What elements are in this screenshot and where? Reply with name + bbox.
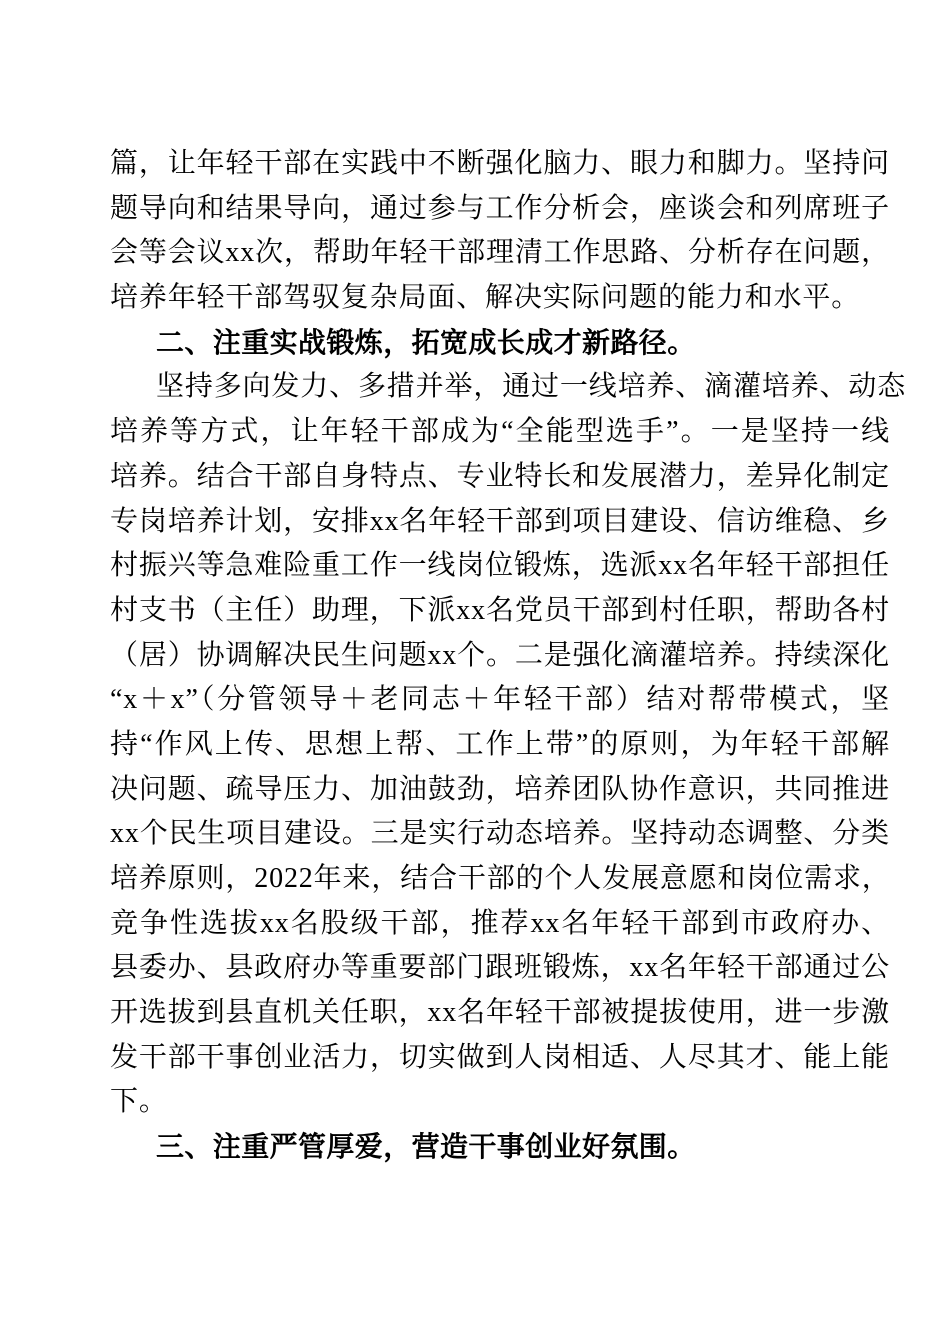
body-text-line: 持“作风上传、思想上帮、工作上带”的原则，为年轻干部解 (110, 728, 890, 760)
body-text-line: 培养等方式，让年轻干部成为“全能型选手”。一是坚持一线 (110, 416, 890, 448)
heading-line: 二、注重实战锻炼，拓宽成长成才新路径。 (156, 326, 696, 358)
body-text-line: （居）协调解决民生问题xx个。二是强化滴灌培养。持续深化 (110, 639, 890, 671)
body-text-line: 下。 (110, 1086, 168, 1118)
document-text-block (110, 142, 907, 1170)
body-text-line: 专岗培养计划，安排xx名年轻干部到项目建设、信访维稳、乡 (110, 505, 890, 537)
body-text-line: xx个民生项目建设。三是实行动态培养。坚持动态调整、分类 (110, 818, 890, 850)
body-text-line: 题导向和结果导向，通过参与工作分析会，座谈会和列席班子 (110, 192, 890, 224)
paragraph (110, 365, 907, 1125)
body-text-line: 培养。结合干部自身特点、专业特长和发展潜力，差异化制定 (110, 460, 890, 492)
heading-line: 三、注重严管厚爱，营造干事创业好氛围。 (156, 1131, 696, 1163)
body-text-line: 培养原则，2022年来，结合干部的个人发展意愿和岗位需求， (110, 863, 891, 894)
body-text-line: 村支书（主任）助理，下派xx名党员干部到村任职，帮助各村 (110, 594, 890, 626)
body-text-line: “x＋x”（分管领导＋老同志＋年轻干部）结对帮带模式，坚 (110, 684, 890, 716)
body-text-line: 开选拔到县直机关任职，xx名年轻干部被提拔使用，进一步激 (110, 997, 890, 1029)
body-text-line: 竞争性选拔xx名股级干部，推荐xx名年轻干部到市政府办、 (110, 907, 890, 939)
body-text-line: 会等会议xx次，帮助年轻干部理清工作思路、分析存在问题， (110, 237, 890, 269)
section-heading (110, 321, 890, 366)
section-heading (110, 1125, 890, 1170)
body-text-line: 县委办、县政府办等重要部门跟班锻炼，xx名年轻干部通过公 (110, 952, 890, 984)
body-text-line: 坚持多向发力、多措并举，通过一线培养、滴灌培养、动态 (156, 371, 907, 403)
paragraph (110, 142, 890, 321)
body-text-line: 培养年轻干部驾驭复杂局面、解决实际问题的能力和水平。 (110, 282, 861, 314)
body-text-line: 决问题、疏导压力、加油鼓劲，培养团队协作意识，共同推进 (110, 773, 890, 805)
body-text-line: 村振兴等急难险重工作一线岗位锻炼，选派xx名年轻干部担任 (110, 550, 890, 582)
body-text-line: 篇，让年轻干部在实践中不断强化脑力、眼力和脚力。坚持问 (110, 148, 890, 179)
body-text-line: 发干部干事创业活力，切实做到人岗相适、人尽其才、能上能 (110, 1041, 890, 1073)
